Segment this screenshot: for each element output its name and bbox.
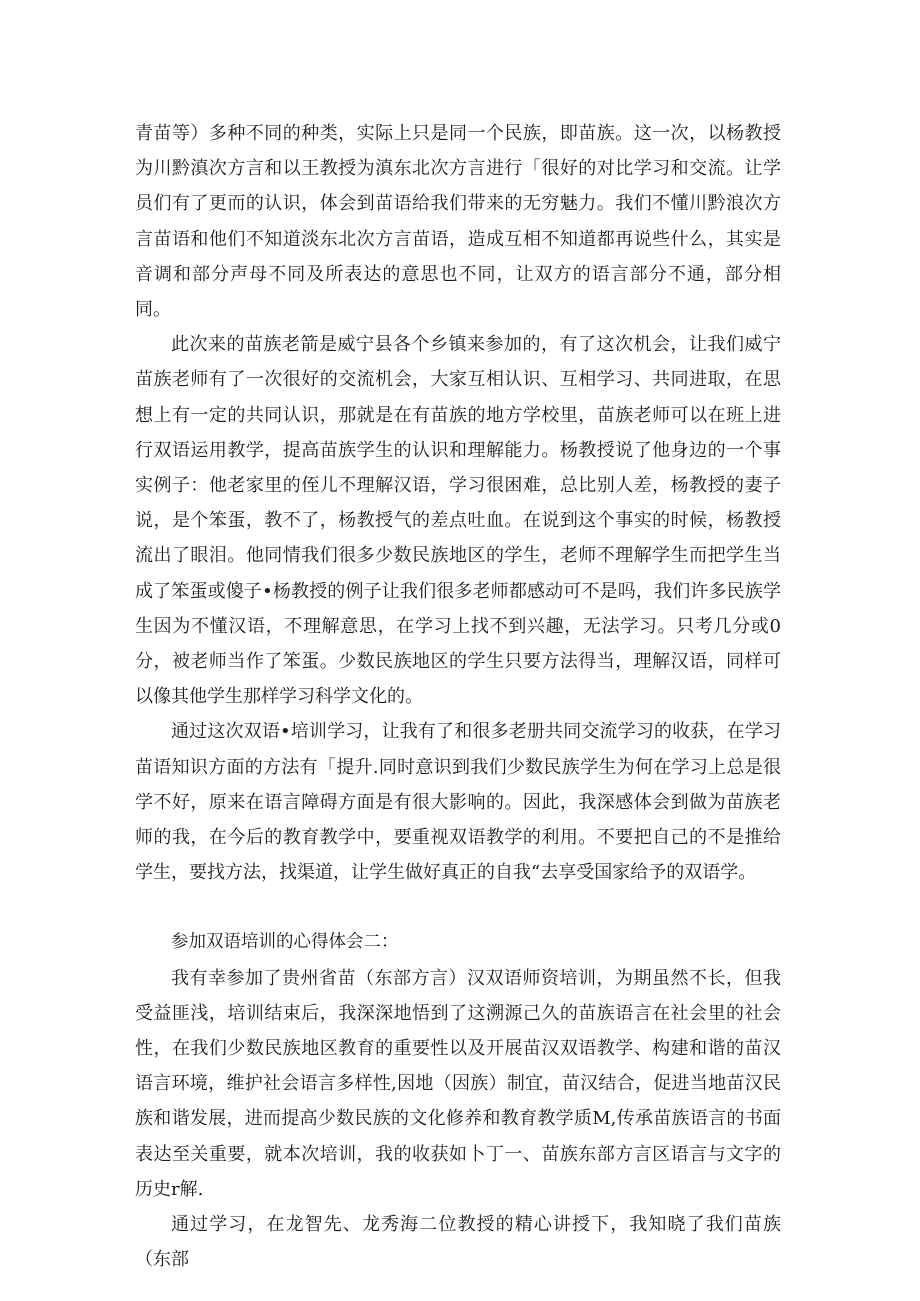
- paragraph-2: 此次来的苗族老箭是威宁县各个乡镇来参加的，有了这次机会，让我们威宁苗族老师有了一次很好的交流机会，大家互相认识、互相学习、共同进取，在思想上有一定的共同认识，那就是在有苗族的地方学校里，苗族老师可以在班上进行双语运用教学，提高苗族学生的认识和理解能力。杨教授说了他身边的一个事实例子：他老家里的侄儿不理解汉语，学习很困难，总比别人差，杨教授的妻子说，是个笨蛋，教不了，杨教授气的差点吐血。在说到这个事实的时候，杨教授流出了眼泪。他同情我们很多少数民族地区的学生，老师不理解学生而把学生当成了笨蛋或傻子•杨教授的例子让我们很多老师都感动可不是吗，我们许多民族学生因为不懂汉语，不理解意思，在学习上找不到兴趣，无法学习。只考几分或0分，被老师当作了笨蛋。少数民族地区的学生只要方法得当，理解汉语，同样可以像其他学生那样学习科学文化的。: [135, 334, 781, 708]
- paragraph-3: 通过这次双语•培训学习，让我有了和很多老册共同交流学习的收获，在学习苗语知识方面的方法有「提升.同时意识到我们少数民族学生为何在学习上总是很学不好，原来在语言障碍方面是有很大影响的。因此，我深感体会到做为苗族老师的我，在今后的教育教学中，要重视双语教学的利用。不要把自己的不是推给学生，要找方法，找渠道，让学生做好真正的自我“去享受国家给予的双语学。: [135, 721, 781, 884]
- document-page: [135, 116, 781, 1278]
- paragraph-4: 我有幸参加了贵州省苗（东部方言）汉双语师资培训，为期虽然不长，但我受益匪浅，培训结束后，我深深地悟到了这溯源己久的苗族语言在社会里的社会性，在我们少数民族地区教育的重要性以及开展苗汉双语教学、构建和谐的苗汉语言环境，维护社会语言多样性,因地（因族）制宜，苗汉结合，促进当地苗汉民族和谐发展，进而提高少数民族的文化修养和教育教学质M,传承苗族语言的书面表达至关重要，就本次培训，我的收获如卜丁一、苗族东部方言区语言与文字的历史r解.: [135, 967, 781, 1200]
- paragraph-1: 青苗等）多种不同的种类，实际上只是同一个民族，即苗族。这一次，以杨教授为川黔滇次方言和以王教授为滇东北次方言进行「很好的对比学习和交流。让学员们有了更而的认识，体会到苗语给我们带来的无穷魅力。我们不懂川黔浪次方言苗语和他们不知道淡东北次方言苗语，造成互相不知道都再说些什么，其实是音调和部分声母不同及所表达的意思也不同，让双方的语言部分不通，部分相同。: [135, 123, 781, 321]
- paragraph-5: 通过学习，在龙智先、龙秀海二位教授的精心讲授下，我知晓了我们苗族（东部: [135, 1214, 781, 1271]
- section-heading: 参加双语培训的心得体会二：: [171, 932, 399, 953]
